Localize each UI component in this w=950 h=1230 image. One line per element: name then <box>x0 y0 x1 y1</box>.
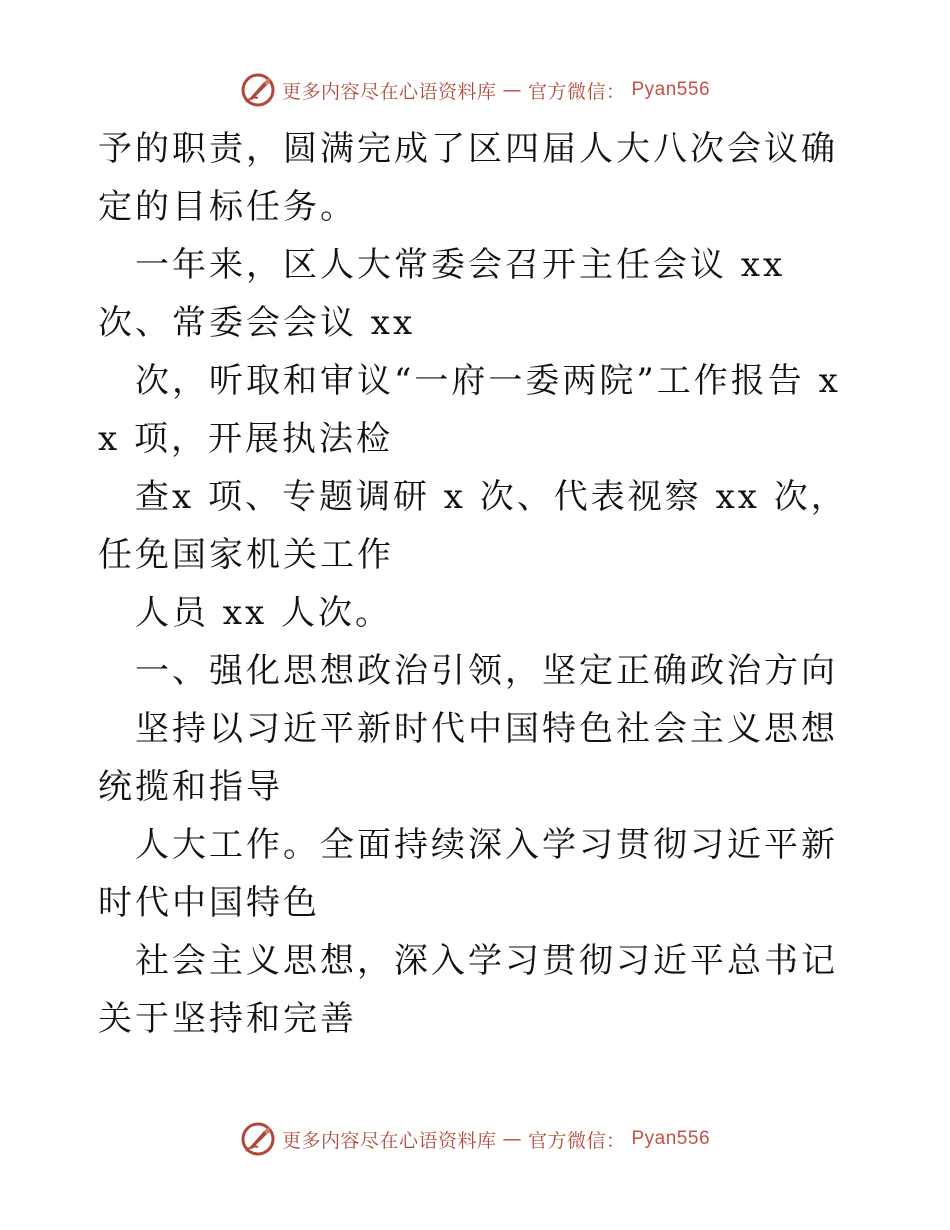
watermark-dash: — <box>502 79 522 101</box>
paragraph: 一年来，区人大常委会召开主任会议 xx 次、常委会会议 xx <box>98 245 799 343</box>
section-heading: 一、强化思想政治引领，坚定正确政治方向 <box>135 651 838 691</box>
paragraph: 查x 项、专题调研 x 次、代表视察 xx 次，任免国家机关工作 <box>98 477 848 575</box>
paragraph: 社会主义思想，深入学习贯彻习近平总书记关于坚持和完善 <box>98 941 838 1039</box>
watermark-dash: — <box>502 1128 522 1150</box>
footer-watermark <box>0 1119 950 1159</box>
watermark-site-text: 更多内容尽在心语资料库 <box>281 1129 497 1152</box>
watermark-wechat-label: 官方微信： <box>527 1129 626 1152</box>
paragraph: 人员 xx 人次。 <box>135 593 392 633</box>
header-watermark <box>0 70 950 110</box>
paragraph: 次，听取和审议“一府一委两院”工作报告 xx 项，开展执法检 <box>98 361 841 459</box>
watermark-wechat-label: 官方微信： <box>527 80 626 103</box>
paragraph: 坚持以习近平新时代中国特色社会主义思想统揽和指导 <box>98 709 838 807</box>
paragraph: 人大工作。全面持续深入学习贯彻习近平新时代中国特色 <box>98 825 838 923</box>
watermark-site-text: 更多内容尽在心语资料库 <box>281 80 497 103</box>
watermark-wechat-id: Pyan556 <box>631 79 711 100</box>
quill-pen-logo-icon <box>240 72 276 108</box>
document-body <box>98 120 858 1048</box>
paragraph: 予的职责，圆满完成了区四届人大八次会议确定的目标任务。 <box>98 129 838 227</box>
quill-pen-logo-icon <box>240 1121 276 1157</box>
watermark-wechat-id: Pyan556 <box>631 1128 711 1149</box>
